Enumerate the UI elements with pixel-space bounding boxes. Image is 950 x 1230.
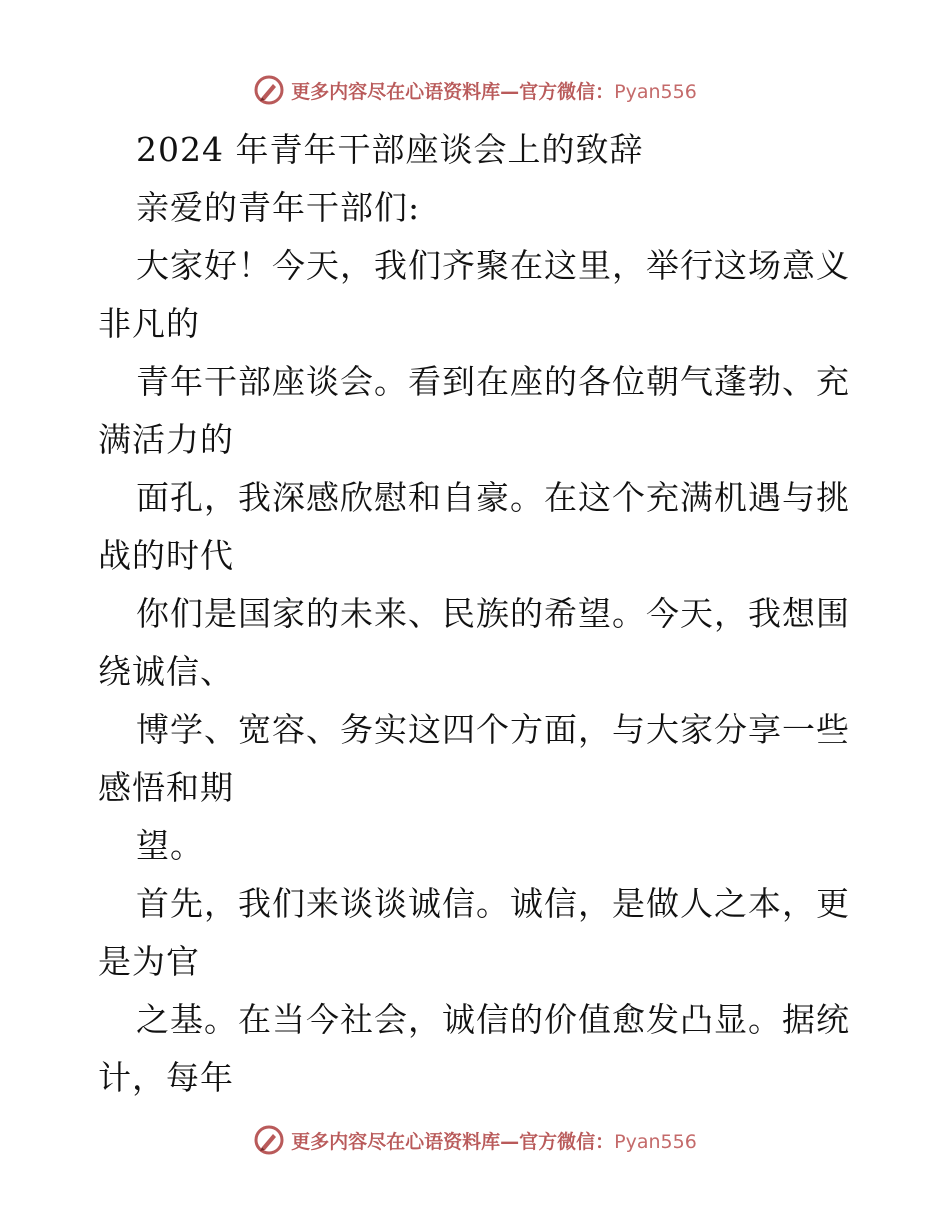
text-line: 非凡的 [98,304,200,343]
text-line: 战的时代 [98,536,234,575]
text-line: 绕诚信、 [98,652,234,691]
text-line: 首先，我们来谈谈诚信。诚信，是做人之本，更 [136,884,850,923]
text-line: 博学、宽容、务实这四个方面，与大家分享一些 [136,710,850,749]
banner-label: 更多内容尽在心语资料库—官方微信： [291,1130,615,1153]
text-line: 你们是国家的未来、民族的希望。今天，我想围 [136,594,850,633]
text-line: 大家好！今天，我们齐聚在这里，举行这场意义 [136,246,850,285]
text-line: 亲爱的青年干部们: [136,188,421,227]
document-body [98,121,858,1107]
banner-wechat-id: Pyan556 [614,1130,697,1153]
banner-text [291,1127,697,1154]
header-banner [0,70,950,110]
text-line: 之基。在当今社会，诚信的价值愈发凸显。据统 [136,1000,850,1039]
text-line: 青年干部座谈会。看到在座的各位朝气蓬勃、充 [136,362,850,401]
text-line: 计，每年 [98,1058,234,1097]
text-line: 面孔，我深感欣慰和自豪。在这个充满机遇与挑 [136,478,850,517]
document-title: 2024 年青年干部座谈会上的致辞 [136,130,644,169]
footer-banner [0,1120,950,1160]
text-line: 满活力的 [98,420,234,459]
text-line: 是为官 [98,942,200,981]
pen-circle-logo-icon [253,74,285,106]
text-line: 望。 [136,826,204,865]
pen-circle-logo-icon [253,1124,285,1156]
banner-label: 更多内容尽在心语资料库—官方微信： [291,80,615,103]
text-line: 感悟和期 [98,768,234,807]
banner-text [291,77,697,104]
banner-wechat-id: Pyan556 [614,80,697,103]
